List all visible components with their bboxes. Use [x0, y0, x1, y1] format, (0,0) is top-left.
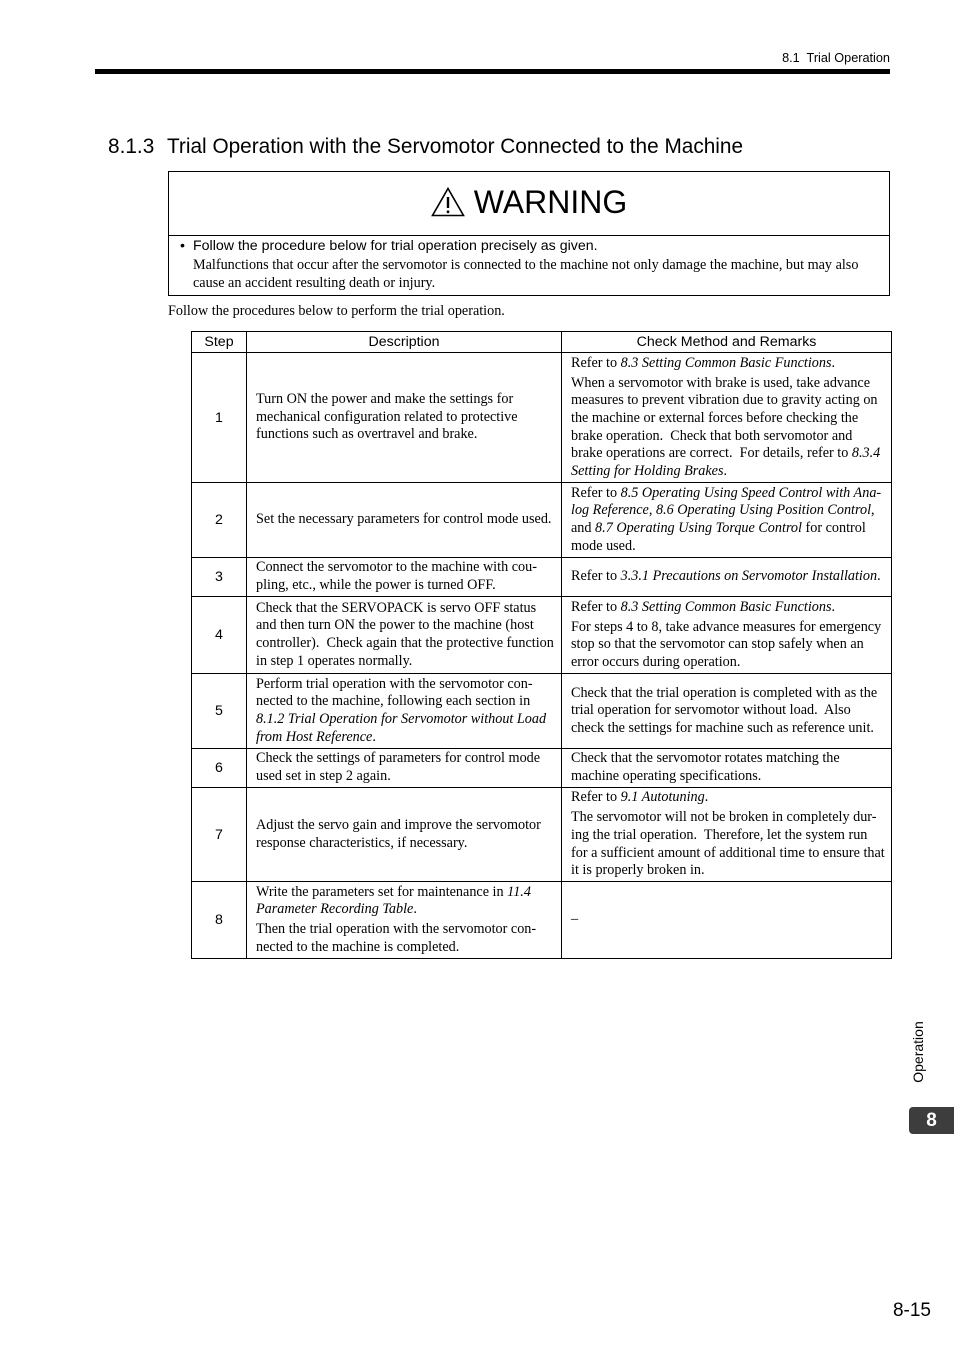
text-line [256, 653, 560, 671]
warning-note-line: cause an accident resulting death or injury. [193, 274, 436, 291]
section-number: 8.1.3 [108, 135, 155, 158]
text-run: . [372, 728, 376, 745]
text-line [256, 600, 560, 618]
cross-reference: 8.5 Operating Using Speed Control with Ana- [620, 484, 882, 501]
text-line [256, 768, 560, 786]
text-run: , [648, 502, 656, 519]
text-run: Check the settings of parameters for control mode [256, 750, 541, 767]
text-run: Set the necessary parameters for control mode used. [256, 511, 552, 528]
step-check-remarks [562, 788, 892, 882]
text-run: , [871, 502, 875, 519]
text-line [571, 485, 890, 503]
text-run: Perform trial operation with the servomotor con- [256, 675, 533, 692]
text-line [256, 635, 560, 653]
trial-operation-steps-table [191, 331, 892, 959]
step-number: 1 [192, 353, 247, 483]
section-title: Trial Operation with the Servomotor Connected to the Machine [167, 135, 744, 158]
text-run: . [831, 354, 836, 371]
text-run: it is properly broken in. [571, 862, 705, 879]
column-header-step: Step [192, 332, 247, 353]
paragraph [571, 375, 890, 481]
step-description [247, 353, 562, 483]
cross-reference: 8.1.2 Trial Operation for Servomotor without Load [256, 711, 547, 727]
text-run: Turn ON the power and make the settings for [256, 391, 514, 408]
cross-reference: 3.3.1 Precautions on Servomotor Installation [620, 568, 878, 585]
paragraph [256, 559, 560, 594]
table-header-row [192, 332, 892, 353]
text-line [571, 428, 890, 446]
cross-reference: 11.4 [507, 883, 531, 900]
warning-note-line: Malfunctions that occur after the servomotor is connected to the machine not only damage the machine, but may also [193, 257, 859, 273]
text-line [256, 676, 560, 694]
text-line [571, 702, 890, 720]
text-run: For steps 4 to 8, take advance measures for emergency [571, 618, 882, 635]
text-line [256, 750, 560, 768]
paragraph [571, 685, 890, 738]
text-line [571, 538, 890, 556]
step-number: 6 [192, 749, 247, 788]
text-line [571, 568, 890, 586]
text-run: for a sufficient amount of additional time to ensure that [571, 844, 885, 861]
paragraph [256, 921, 560, 956]
text-run: check the settings for machine such as reference unit. [571, 719, 874, 736]
text-run: pling, etc., while the power is turned OFF. [256, 577, 496, 593]
text-run: . [831, 598, 836, 615]
warning-body [169, 236, 889, 292]
paragraph [571, 750, 890, 785]
table-row [192, 353, 892, 483]
text-line [256, 511, 560, 529]
text-run: Refer to [571, 789, 621, 806]
text-line [571, 636, 890, 654]
paragraph [256, 600, 560, 670]
text-run: functions such as overtravel and brake. [256, 426, 478, 443]
step-number: 2 [192, 483, 247, 558]
bullet-marker: • [180, 238, 185, 254]
text-line [256, 835, 560, 853]
text-line [571, 502, 890, 520]
text-run: . [877, 568, 881, 585]
paragraph [256, 391, 560, 444]
text-line [571, 619, 890, 637]
text-line [571, 911, 890, 929]
paragraph [256, 884, 560, 919]
step-check-remarks [562, 597, 892, 674]
cross-reference: 9.1 Autotuning [620, 789, 705, 806]
text-run: When a servomotor with brake is used, take advance [571, 374, 871, 391]
cross-reference: 8.3.4 [851, 445, 881, 462]
table-row [192, 597, 892, 674]
text-run: Check that the servomotor rotates matching the [571, 750, 840, 767]
text-line [256, 921, 560, 939]
warning-triangle-icon [431, 187, 465, 217]
text-run: for control [801, 520, 866, 536]
warning-bullet-item [169, 237, 889, 255]
text-run: response characteristics, if necessary. [256, 834, 468, 851]
text-line [571, 768, 890, 786]
text-run: brake operation. Check that both servomotor and [571, 427, 853, 444]
column-header-check: Check Method and Remarks [562, 332, 892, 353]
text-run: Adjust the servo gain and improve the servomotor [256, 816, 541, 833]
step-check-remarks [562, 353, 892, 483]
text-run: and [571, 520, 596, 536]
warning-note [169, 257, 889, 292]
text-run: Check that the SERVOPACK is servo OFF status [256, 599, 537, 616]
text-line [256, 577, 560, 595]
text-run: trial operation for servomotor without load. Also [571, 702, 851, 719]
text-line [256, 884, 560, 902]
text-line [571, 355, 890, 373]
text-run: Write the parameters set for maintenance in [256, 883, 508, 900]
text-run: . [704, 789, 709, 806]
table-row [192, 882, 892, 959]
text-line [256, 939, 560, 957]
text-line [256, 617, 560, 635]
text-run: Connect the servomotor to the machine with cou- [256, 559, 537, 576]
cross-reference: 8.6 Operating Using Position Control [655, 502, 872, 519]
warning-box [168, 171, 890, 296]
step-description [247, 558, 562, 597]
warning-bullet-text: Follow the procedure below for trial operation precisely as given. [193, 238, 598, 254]
text-run: Then the trial operation with the servomotor con- [256, 921, 537, 938]
table-body [192, 353, 892, 959]
text-line [571, 463, 890, 481]
table-row [192, 788, 892, 882]
paragraph [571, 789, 890, 807]
text-line [571, 827, 890, 845]
step-number: 4 [192, 597, 247, 674]
table-row [192, 558, 892, 597]
text-run: mechanical configuration related to protective [256, 408, 518, 425]
step-number: 8 [192, 882, 247, 959]
page-number: 8-15 [892, 1300, 931, 1321]
step-check-remarks [562, 749, 892, 788]
text-run: nected to the machine, following each section in [256, 693, 531, 710]
step-description [247, 483, 562, 558]
text-run: error occurs during operation. [571, 653, 741, 670]
text-run: Refer to [571, 568, 621, 585]
chapter-side-label: Operation [910, 1021, 926, 1083]
text-run: machine operating specifications. [571, 768, 762, 784]
step-description [247, 788, 562, 882]
cross-reference: Parameter Recording Table [256, 901, 414, 918]
step-check-remarks [562, 882, 892, 959]
text-run: ing the trial operation. Therefore, let the system run [571, 826, 868, 843]
paragraph [256, 817, 560, 852]
text-line [571, 720, 890, 738]
text-run: stop so that the servomotor can stop safely when an [571, 636, 864, 653]
table-row [192, 674, 892, 749]
cross-reference: 8.7 Operating Using Torque Control [595, 520, 802, 536]
cross-reference: from Host Reference [256, 728, 373, 745]
text-run: measures to prevent vibration due to gravity acting on [571, 392, 878, 409]
table-row [192, 749, 892, 788]
paragraph [571, 568, 890, 586]
paragraph [256, 676, 560, 746]
cross-reference: 8.3 Setting Common Basic Functions [620, 354, 832, 371]
text-run: . [723, 462, 728, 479]
paragraph [256, 511, 560, 529]
cross-reference: log Reference [571, 502, 649, 519]
paragraph [571, 911, 890, 929]
text-run: . [413, 901, 417, 918]
running-header: 8.1 Trial Operation [782, 51, 890, 65]
paragraph [571, 355, 890, 373]
text-run: Refer to [571, 484, 621, 501]
column-header-description: Description [247, 332, 562, 353]
paragraph [571, 485, 890, 555]
paragraph [571, 619, 890, 672]
text-line [256, 426, 560, 444]
text-run: in step 1 operates normally. [256, 652, 413, 669]
header-rule [95, 69, 890, 74]
step-number: 3 [192, 558, 247, 597]
text-line [571, 654, 890, 672]
text-run: – [571, 911, 579, 928]
paragraph [571, 809, 890, 879]
text-line [571, 410, 890, 428]
text-line [571, 599, 890, 617]
text-run: Refer to [571, 354, 621, 371]
step-check-remarks [562, 558, 892, 597]
text-line [571, 809, 890, 827]
text-line [571, 750, 890, 768]
text-line [571, 789, 890, 807]
step-description [247, 674, 562, 749]
text-line [571, 862, 890, 880]
intro-text: Follow the procedures below to perform the trial operation. [168, 303, 505, 319]
step-number: 7 [192, 788, 247, 882]
step-description [247, 749, 562, 788]
text-line [256, 409, 560, 427]
text-line [571, 375, 890, 393]
text-run: the machine or external forces before checking the [571, 409, 859, 426]
cross-reference: 8.3 Setting Common Basic Functions [620, 598, 832, 615]
text-run: mode used. [571, 537, 636, 554]
text-run: brake operations are correct. For details, refer to [571, 445, 852, 462]
text-line [571, 392, 890, 410]
text-line [571, 685, 890, 703]
text-run: Check that the trial operation is completed with as the [571, 684, 878, 701]
cross-reference: Setting for Holding Brakes [571, 462, 724, 479]
table-row [192, 483, 892, 558]
text-line [256, 711, 560, 729]
text-run: used set in step 2 again. [256, 768, 391, 784]
step-check-remarks [562, 483, 892, 558]
text-run: nected to the machine is completed. [256, 938, 460, 955]
text-line [571, 445, 890, 463]
paragraph [256, 750, 560, 785]
chapter-tab: 8 [909, 1107, 954, 1134]
paragraph [571, 599, 890, 617]
text-line [256, 901, 560, 919]
text-line [256, 559, 560, 577]
step-check-remarks [562, 674, 892, 749]
text-run: Refer to [571, 598, 621, 615]
warning-title: WARNING [473, 183, 628, 220]
text-line [571, 845, 890, 863]
step-description [247, 882, 562, 959]
warning-header [169, 172, 889, 236]
text-run: controller). Check again that the protective function [256, 635, 554, 651]
text-run: and then turn ON the power to the machine (host [256, 617, 534, 634]
text-line [256, 693, 560, 711]
step-number: 5 [192, 674, 247, 749]
text-line [571, 520, 890, 538]
text-run: The servomotor will not be broken in completely dur- [571, 809, 877, 826]
step-description [247, 597, 562, 674]
text-line [256, 817, 560, 835]
text-line [256, 391, 560, 409]
text-line [256, 729, 560, 747]
